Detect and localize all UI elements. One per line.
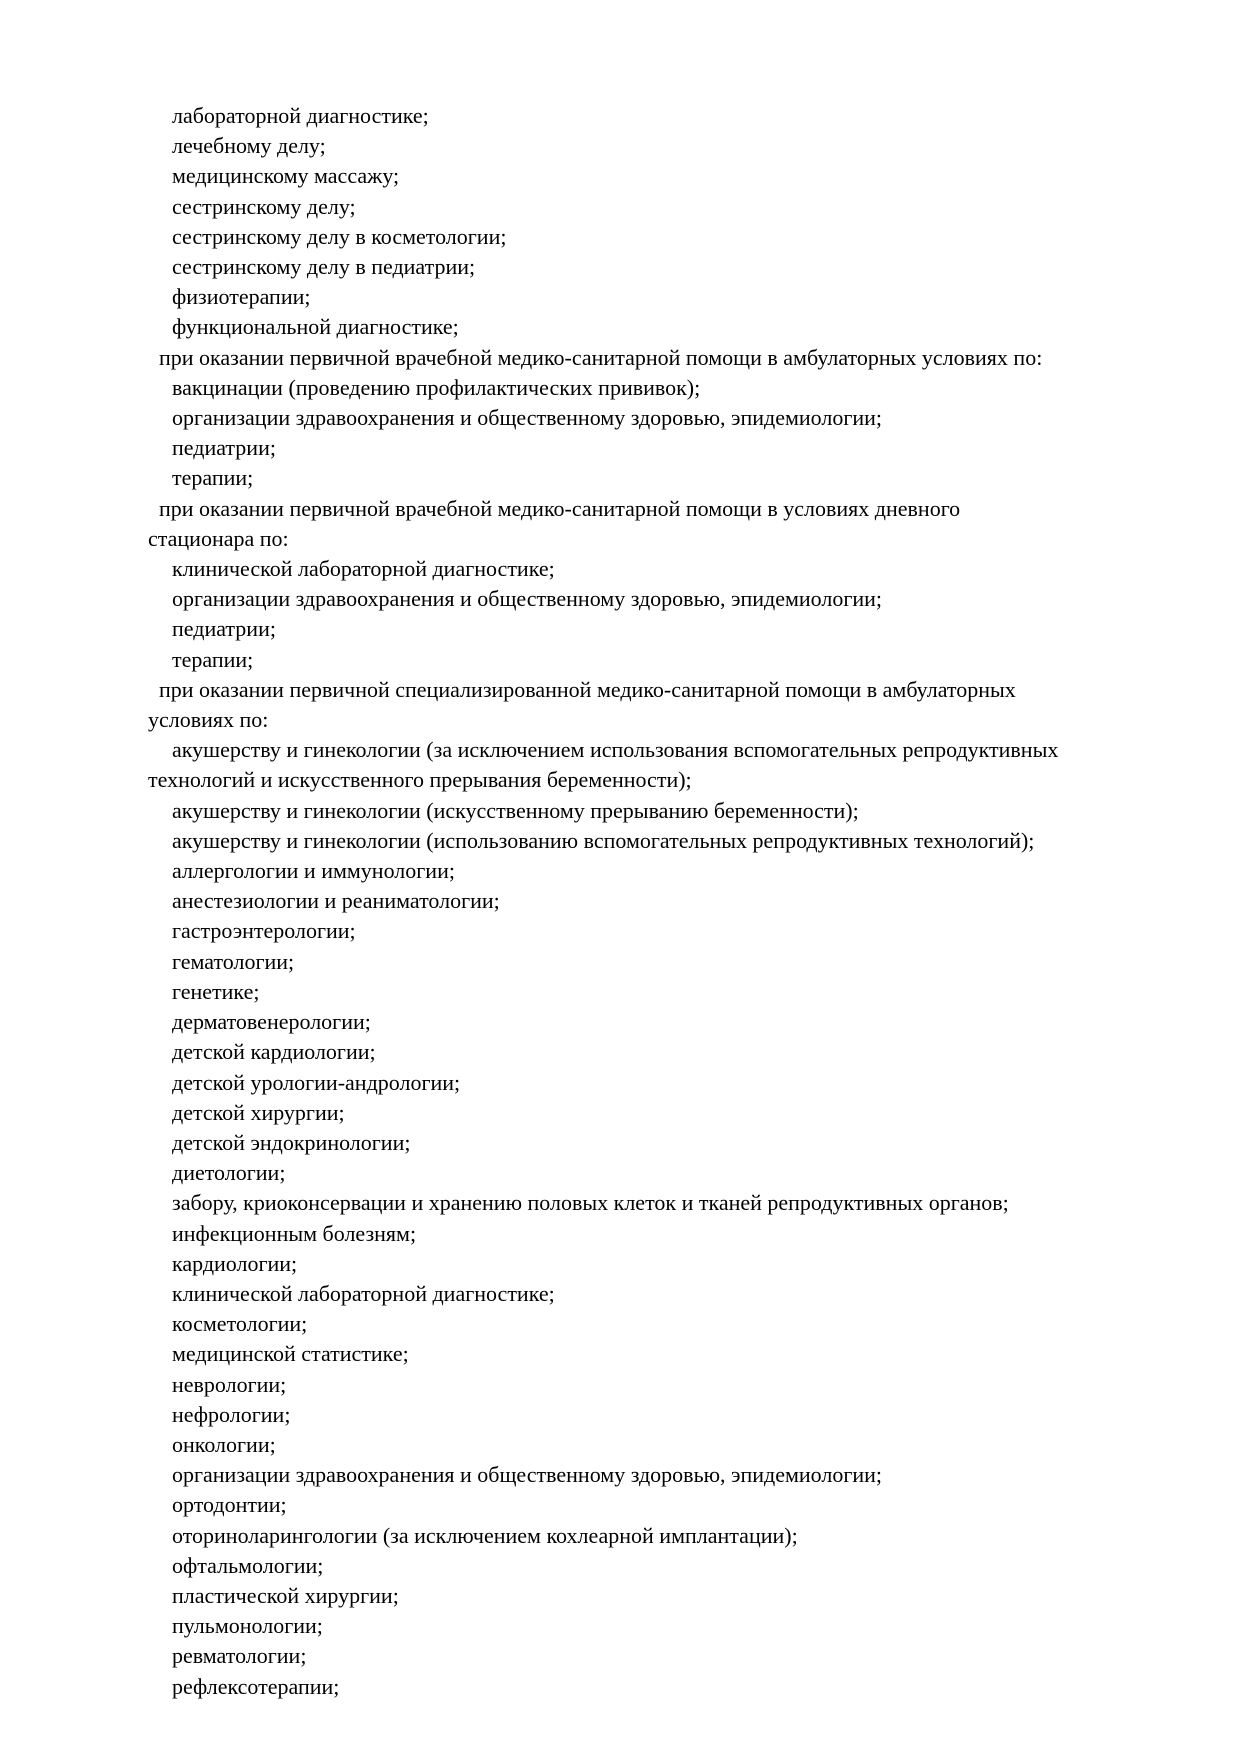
text-line: стационара по: — [148, 525, 289, 551]
text-line: аллергологии и иммунологии; — [172, 858, 455, 884]
text-line: неврологии; — [172, 1371, 287, 1397]
text-line: кардиологии; — [172, 1250, 298, 1276]
text-line: косметологии; — [172, 1311, 308, 1337]
text-line: условиях по: — [148, 707, 269, 733]
text-line: детской эндокринологии; — [172, 1129, 411, 1155]
text-line: медицинской статистике; — [172, 1341, 409, 1367]
text-line: функциональной диагностике; — [172, 314, 459, 340]
text-line: детской урологии-андрологии; — [172, 1069, 461, 1095]
text-line: терапии; — [172, 465, 254, 491]
text-line: технологий и искусственного прерывания беременности); — [148, 767, 692, 793]
text-line: пластической хирургии; — [172, 1582, 399, 1608]
text-line: оториноларингологии (за исключением кохлеарной имплантации); — [172, 1522, 798, 1548]
text-line: клинической лабораторной диагностике; — [172, 1280, 555, 1306]
license-services-list — [148, 101, 1210, 1702]
text-line: инфекционным болезням; — [172, 1220, 417, 1246]
text-line: при оказании первичной врачебной медико-санитарной помощи в условиях дневного — [159, 495, 961, 521]
text-line: гастроэнтерологии; — [172, 918, 356, 944]
text-line: онкологии; — [172, 1431, 276, 1457]
text-line: терапии; — [172, 646, 254, 672]
text-line: акушерству и гинекологии (за исключением использования вспомогательных репродуктивных — [172, 737, 1059, 763]
text-line: клинической лабораторной диагностике; — [172, 556, 555, 582]
text-line: при оказании первичной врачебной медико-санитарной помощи в амбулаторных условиях по: — [159, 344, 1043, 370]
text-line: организации здравоохранения и общественному здоровью, эпидемиологии; — [172, 586, 883, 612]
text-line: генетике; — [172, 978, 260, 1004]
text-line: детской кардиологии; — [172, 1039, 376, 1065]
text-line: вакцинации (проведению профилактических прививок); — [172, 374, 701, 400]
text-line: забору, криоконсервации и хранению половых клеток и тканей репродуктивных органов; — [172, 1190, 1009, 1216]
text-line: сестринскому делу в косметологии; — [172, 223, 507, 249]
text-line: акушерству и гинекологии (использованию вспомогательных репродуктивных технологий); — [172, 827, 1035, 853]
text-line: рефлексотерапии; — [172, 1673, 340, 1699]
text-line: сестринскому делу; — [172, 193, 356, 219]
text-line: акушерству и гинекологии (искусственному прерыванию беременности); — [172, 797, 859, 823]
text-line: медицинскому массажу; — [172, 163, 400, 189]
text-line: пульмонологии; — [172, 1613, 323, 1639]
text-line: ревматологии; — [172, 1643, 307, 1669]
text-line: физиотерапии; — [172, 284, 311, 310]
text-line: ортодонтии; — [172, 1492, 287, 1518]
text-line: при оказании первичной специализированной медико-санитарной помощи в амбулаторных — [159, 676, 1016, 702]
text-line: лабораторной диагностике; — [172, 103, 429, 128]
text-line: офтальмологии; — [172, 1552, 324, 1578]
text-line: нефрологии; — [172, 1401, 291, 1427]
text-line: диетологии; — [172, 1160, 286, 1186]
text-line: сестринскому делу в педиатрии; — [172, 254, 476, 280]
text-line: педиатрии; — [172, 616, 276, 642]
text-line: организации здравоохранения и общественному здоровью, эпидемиологии; — [172, 405, 883, 431]
text-line: детской хирургии; — [172, 1099, 345, 1125]
text-line: дерматовенерологии; — [172, 1009, 371, 1035]
text-line: гематологии; — [172, 948, 295, 974]
text-line: педиатрии; — [172, 435, 276, 461]
text-line: организации здравоохранения и общественному здоровью, эпидемиологии; — [172, 1462, 883, 1488]
text-line: анестезиологии и реаниматологии; — [172, 888, 500, 914]
text-line: лечебному делу; — [172, 133, 326, 159]
